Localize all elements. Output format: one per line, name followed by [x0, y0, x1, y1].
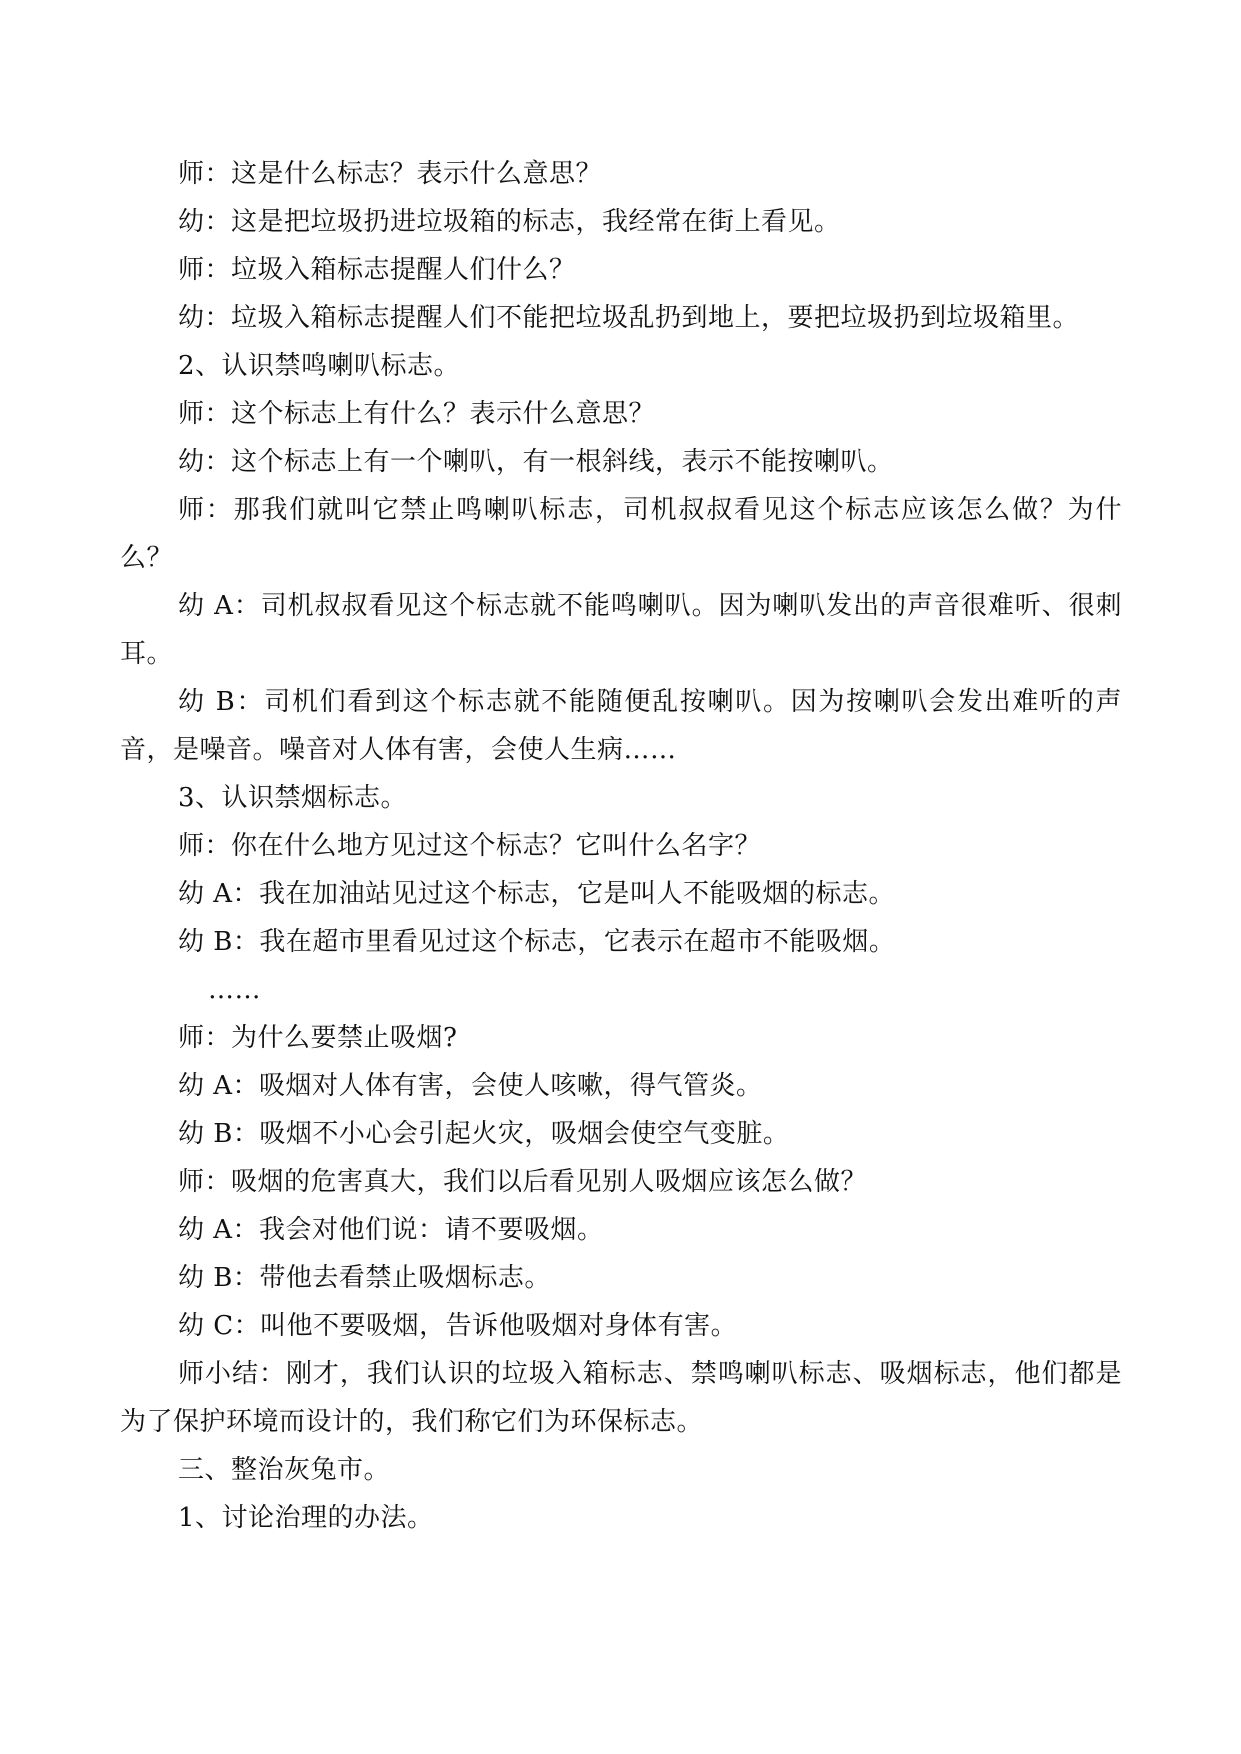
paragraph: 师：吸烟的危害真大，我们以后看见别人吸烟应该怎么做？	[178, 1167, 868, 1197]
paragraph: 师：垃圾入箱标志提醒人们什么？	[178, 255, 576, 285]
paragraph: 幼 C：叫他不要吸烟，告诉他吸烟对身体有害。	[178, 1311, 738, 1341]
paragraph: 幼：垃圾入箱标志提醒人们不能把垃圾乱扔到地上，要把垃圾扔到垃圾箱里。	[178, 303, 1080, 333]
paragraph: 师：这个标志上有什么？表示什么意思？	[178, 399, 656, 429]
paragraph: 师：你在什么地方见过这个标志？它叫什么名字？	[178, 831, 762, 861]
paragraph: 幼 B：我在超市里看见过这个标志，它表示在超市不能吸烟。	[178, 927, 896, 957]
summary-paragraph: 师小结：刚才，我们认识的垃圾入箱标志、禁鸣喇叭标志、吸烟标志，他们都是为了保护环境而设计的，我们称它们为环保标志。	[120, 1359, 1122, 1437]
paragraph: 师：为什么要禁止吸烟?	[178, 1023, 458, 1053]
paragraph: 幼 A：司机叔叔看见这个标志就不能鸣喇叭。因为喇叭发出的声音很难听、很刺耳。	[120, 591, 1122, 669]
document-body	[120, 150, 1122, 1542]
paragraph: 幼 A：我会对他们说：请不要吸烟。	[178, 1215, 604, 1245]
section-heading: 三、整治灰兔市。	[178, 1455, 391, 1485]
paragraph: 幼 B：吸烟不小心会引起火灾，吸烟会使空气变脏。	[178, 1119, 790, 1149]
ellipsis-line: ……	[208, 975, 261, 1005]
paragraph: 师：这是什么标志？表示什么意思？	[178, 159, 603, 189]
paragraph: 幼：这是把垃圾扔进垃圾箱的标志，我经常在街上看见。	[178, 207, 841, 237]
paragraph: 幼 A：我在加油站见过这个标志，它是叫人不能吸烟的标志。	[178, 879, 896, 909]
paragraph: 幼 B：司机们看到这个标志就不能随便乱按喇叭。因为按喇叭会发出难听的声音，是噪音。噪音对人体有害，会使人生病……	[120, 687, 1122, 765]
paragraph: 幼：这个标志上有一个喇叭，有一根斜线，表示不能按喇叭。	[178, 447, 894, 477]
section-heading: 3、认识禁烟标志。	[178, 783, 408, 813]
section-heading: 2、认识禁鸣喇叭标志。	[178, 351, 461, 381]
paragraph: 师：那我们就叫它禁止鸣喇叭标志，司机叔叔看见这个标志应该怎么做？为什么？	[120, 495, 1122, 573]
paragraph: 幼 B：带他去看禁止吸烟标志。	[178, 1263, 551, 1293]
paragraph: 幼 A：吸烟对人体有害，会使人咳嗽，得气管炎。	[178, 1071, 763, 1101]
section-heading: 1、讨论治理的办法。	[178, 1503, 434, 1533]
